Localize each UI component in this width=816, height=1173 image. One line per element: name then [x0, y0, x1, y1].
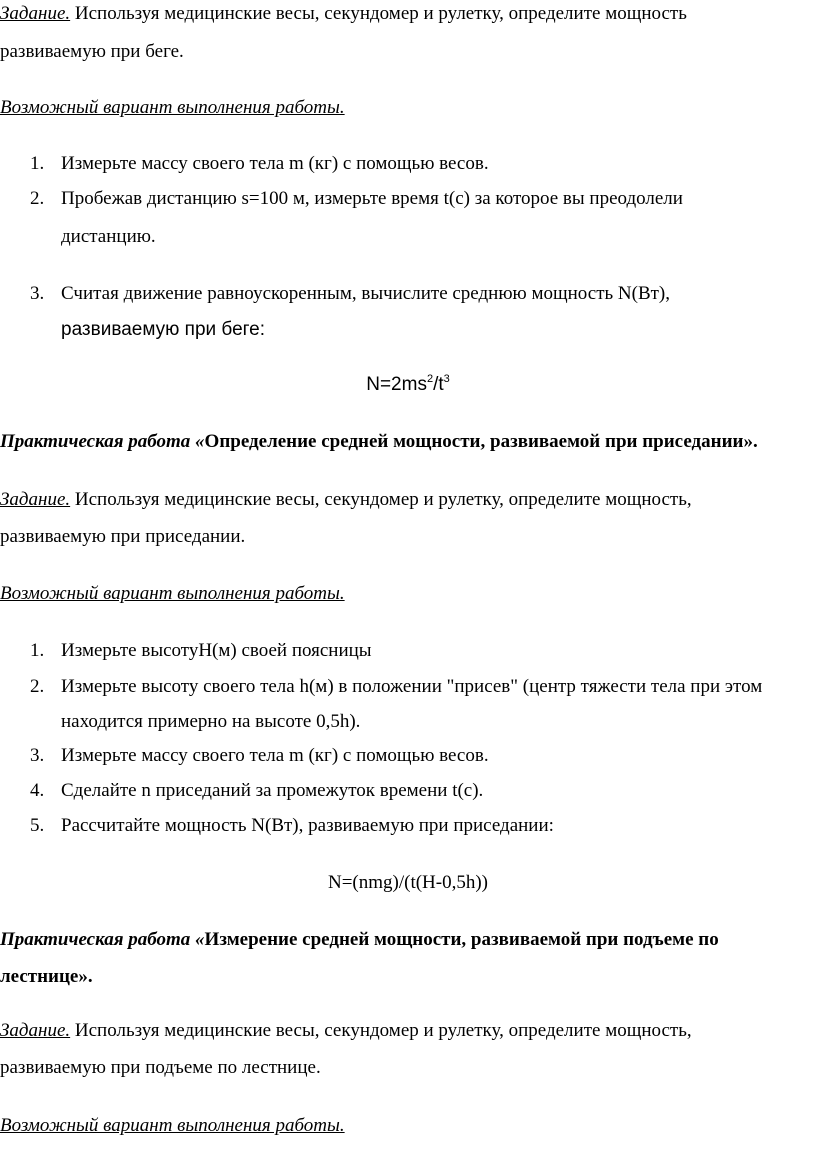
- formula-base: N=2ms: [366, 374, 427, 395]
- formula-power-running: [0, 375, 816, 394]
- section-title-prefix: Практическая работа «: [0, 431, 205, 452]
- list-item-continuation: дистанцию.: [61, 226, 156, 247]
- list-item-continuation: развиваемую при беге:: [61, 319, 265, 340]
- task-paragraph-1: [0, 4, 687, 23]
- list-item-number: 4.: [30, 780, 45, 801]
- section-title-continuation: лестнице».: [0, 966, 93, 987]
- list-item-number: 3.: [30, 283, 45, 304]
- list-item-number: 1.: [30, 640, 45, 661]
- task-paragraph-3: [0, 1021, 692, 1040]
- task-text-continuation: развиваемую при подъеме по лестнице.: [0, 1057, 321, 1078]
- section-title: [0, 432, 758, 451]
- section-title-text: Измерение средней мощности, развиваемой при подъеме по: [204, 929, 719, 950]
- list-item-number: 2.: [30, 676, 45, 697]
- task-label: Задание.: [0, 3, 71, 24]
- list-item: Измерьте массу своего тела m (кг) с помощью весов.: [61, 745, 489, 766]
- list-item-number: 3.: [30, 745, 45, 766]
- formula-mid: /t: [433, 374, 444, 395]
- section-title-text: Определение средней мощности, развиваемой при приседании».: [204, 431, 758, 452]
- list-item-number: 1.: [30, 153, 45, 174]
- list-item: Рассчитайте мощность N(Вт), развиваемую при приседании:: [61, 815, 554, 836]
- task-paragraph-2: [0, 490, 692, 509]
- list-item: Считая движение равноускоренным, вычислите среднюю мощность N(Вт),: [61, 283, 671, 304]
- task-text: Используя медицинские весы, секундомер и рулетку, определите мощность,: [70, 1020, 692, 1041]
- task-text: Используя медицинские весы, секундомер и рулетку, определите мощность: [70, 3, 687, 24]
- list-item: Сделайте n приседаний за промежуток времени t(c).: [61, 780, 484, 801]
- task-text: Используя медицинские весы, секундомер и рулетку, определите мощность,: [70, 489, 692, 510]
- section-title: [0, 930, 719, 949]
- list-item-number: 2.: [30, 188, 45, 209]
- variant-label: Возможный вариант выполнения работы.: [0, 97, 345, 118]
- list-item-number: 5.: [30, 815, 45, 836]
- variant-label: Возможный вариант выполнения работы.: [0, 1115, 345, 1136]
- list-item-continuation: находится примерно на высоте 0,5h).: [61, 711, 361, 732]
- section-title-prefix: Практическая работа «: [0, 929, 205, 950]
- formula-sup: 2: [426, 373, 434, 385]
- task-text-continuation: развиваемую при беге.: [0, 41, 184, 62]
- formula-power-squats: N=(nmg)/(t(H-0,5h)): [327, 872, 489, 893]
- list-item: Измерьте высоту своего тела h(м) в положении "присев" (центр тяжести тела при этом: [61, 676, 763, 697]
- variant-label: Возможный вариант выполнения работы.: [0, 583, 345, 604]
- list-item: Измерьте массу своего тела m (кг) с помощью весов.: [61, 153, 489, 174]
- list-item: Пробежав дистанцию s=100 м, измерьте время t(c) за которое вы преодолели: [61, 188, 683, 209]
- task-label: Задание.: [0, 1020, 71, 1041]
- task-label: Задание.: [0, 489, 71, 510]
- formula-sup: 3: [443, 373, 450, 385]
- list-item: Измерьте высотуН(м) своей поясницы: [61, 640, 372, 661]
- task-text-continuation: развиваемую при приседании.: [0, 526, 246, 547]
